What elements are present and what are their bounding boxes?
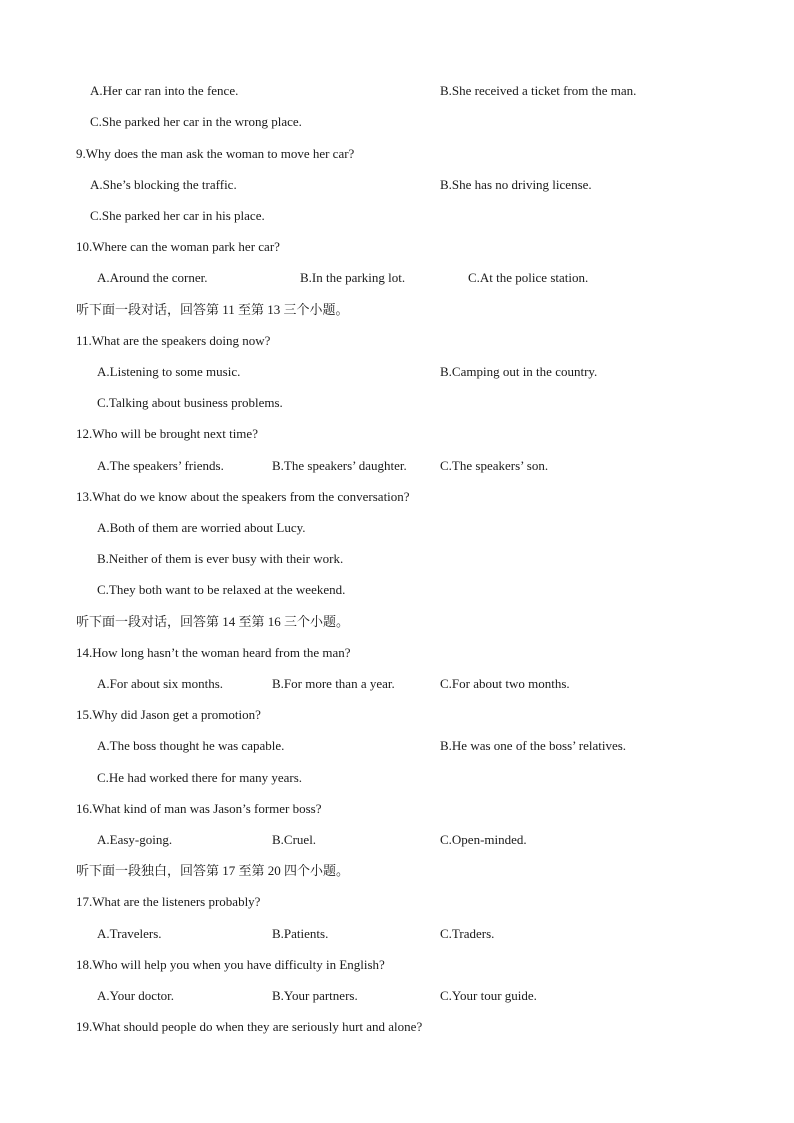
section-instruction: 听下面一段对话，回答第 14 至第 16 三个小题。 [76,614,350,629]
answer-option: A.She’s blocking the traffic. [90,177,237,192]
question-text: 13.What do we know about the speakers from the conversation? [76,489,410,504]
answer-option: C.Your tour guide. [440,988,537,1003]
question-text: 10.Where can the woman park her car? [76,239,280,254]
question-text: 14.How long hasn’t the woman heard from the man? [76,645,351,660]
question-text: 17.What are the listeners probably? [76,894,261,909]
answer-option: A.The boss thought he was capable. [97,738,285,753]
section-instruction: 听下面一段独白，回答第 17 至第 20 四个小题。 [76,863,350,878]
question-text: 12.Who will be brought next time? [76,426,258,441]
answer-option: B.She has no driving license. [440,177,592,192]
answer-option: A.The speakers’ friends. [97,458,224,473]
answer-option: A.Listening to some music. [97,364,241,379]
answer-option: C.Talking about business problems. [97,395,283,410]
answer-option: A.Easy-going. [97,832,173,847]
answer-option: C.For about two months. [440,676,570,691]
question-text: 16.What kind of man was Jason’s former boss? [76,801,322,816]
answer-option: B.Patients. [272,926,329,941]
answer-option: B.Neither of them is ever busy with their work. [97,551,344,566]
question-text: 9.Why does the man ask the woman to move her car? [76,146,355,161]
answer-option: C.The speakers’ son. [440,458,549,473]
answer-option: B.Cruel. [272,832,317,847]
section-instruction: 听下面一段对话，回答第 11 至第 13 三个小题。 [76,302,349,317]
answer-option: A.Travelers. [97,926,162,941]
answer-option: A.Your doctor. [97,988,175,1003]
question-text: 11.What are the speakers doing now? [76,333,271,348]
answer-option: A.Both of them are worried about Lucy. [97,520,306,535]
question-text: 19.What should people do when they are seriously hurt and alone? [76,1019,423,1034]
answer-option: B.Your partners. [272,988,358,1003]
answer-option: B.Camping out in the country. [440,364,598,379]
question-text: 15.Why did Jason get a promotion? [76,707,261,722]
answer-option: C.Open-minded. [440,832,527,847]
answer-option: C.At the police station. [468,270,589,285]
answer-option: A.For about six months. [97,676,224,691]
answer-option: C.She parked her car in the wrong place. [90,114,302,129]
answer-option: C.Traders. [440,926,495,941]
question-text: 18.Who will help you when you have difficulty in English? [76,957,385,972]
answer-option: B.In the parking lot. [300,270,406,285]
answer-option: C.He had worked there for many years. [97,770,303,785]
answer-option: A.Around the corner. [97,270,208,285]
answer-option: B.She received a ticket from the man. [440,83,637,98]
answer-option: B.He was one of the boss’ relatives. [440,738,627,753]
answer-option: A.Her car ran into the fence. [90,83,239,98]
answer-option: C.She parked her car in his place. [90,208,265,223]
answer-option: B.For more than a year. [272,676,395,691]
answer-option: C.They both want to be relaxed at the weekend. [97,582,346,597]
answer-option: B.The speakers’ daughter. [272,458,407,473]
